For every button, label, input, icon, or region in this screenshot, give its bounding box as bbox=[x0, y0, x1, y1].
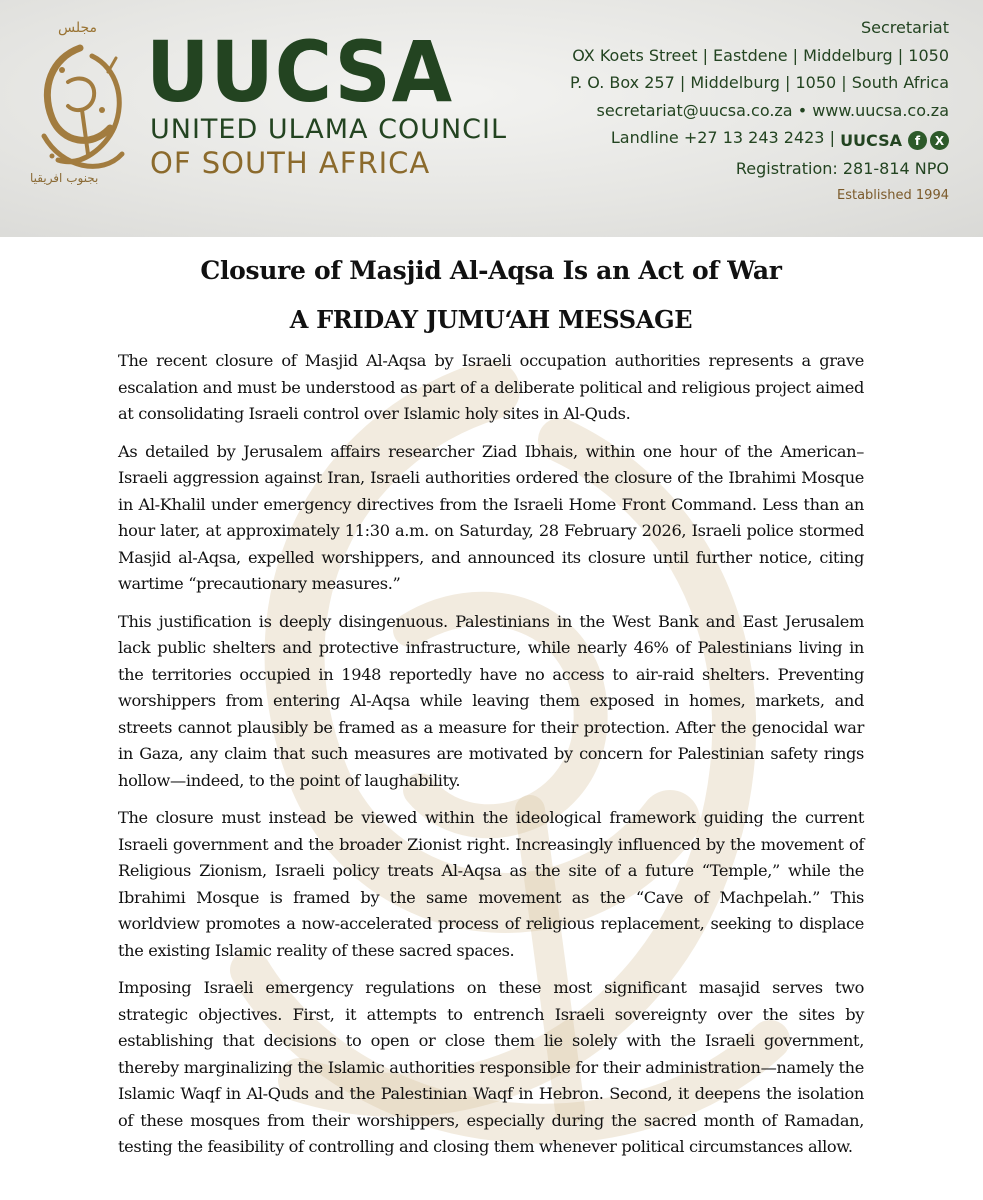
landline: Landline +27 13 243 2423 bbox=[610, 128, 825, 147]
calligraphy-emblem-icon bbox=[22, 18, 140, 196]
contact-block bbox=[570, 14, 949, 208]
paragraph: Imposing Israeli emergency regulations on these most significant masajid serves two strategic objectives. First, it attempts to entrench Israeli sovereignty over the sites by establishing that decisions to open or close them lie solely with the Israeli government, thereby marginalizing the Islamic authorities responsible for their administration—namely the Islamic Waqf in Al-Quds and the Palestinian Waqf in Hebron. Second, it deepens the isolation of these mosques from their worshippers, especially during the sacred month of Ramadan, testing the feasibility of controlling and closing them whenever political circumstances allow. bbox=[118, 978, 864, 1156]
separator: | bbox=[829, 128, 835, 147]
registration: Registration: 281-814 NPO bbox=[735, 158, 949, 178]
logo-arabic-top: مجلس bbox=[58, 20, 98, 36]
facebook-icon[interactable]: f bbox=[908, 131, 927, 150]
organisation-name-line1: UNITED ULAMA COUNCIL bbox=[150, 114, 508, 145]
letterhead bbox=[0, 0, 983, 237]
paragraph: The recent closure of Masjid Al-Aqsa by Israeli occupation authorities represents a grave escalation and must be understood as part of a deliberate political and religious project aimed at consolidating Israeli control over Islamic holy sites in Al-Quds. bbox=[118, 351, 864, 423]
paragraph: This justification is deeply disingenuous. Palestinians in the West Bank and East Jerusalem lack public shelters and protective infrastructure, while nearly 46% of Palestinians living in the territories occupied in 1948 reportedly have no access to air-raid shelters. Preventing worshippers from entering Al-Aqsa while leaving them exposed in homes, markets, and streets cannot plausibly be framed as a measure for their protection. After the genocidal war in Gaza, any claim that such measures are motivated by concern for Palestinian safety rings hollow—indeed, to the point of laughability. bbox=[118, 611, 864, 790]
document-subtitle: A FRIDAY JUMU‘AH MESSAGE bbox=[289, 305, 693, 334]
document-body bbox=[118, 248, 864, 1172]
document-title: Closure of Masjid Al-Aqsa Is an Act of War bbox=[200, 256, 782, 285]
landline-row bbox=[570, 124, 949, 155]
postal-address: P. O. Box 257 | Middelburg | 1050 | South Africa bbox=[569, 73, 949, 92]
email-website[interactable]: secretariat@uucsa.co.za • www.uucsa.co.za bbox=[596, 100, 949, 120]
social-links bbox=[840, 127, 949, 155]
logo-arabic-bottom: بجنوب افريقيا bbox=[30, 171, 99, 185]
office-label: Secretariat bbox=[860, 18, 949, 37]
street-address: OX Koets Street | Eastdene | Middelburg | 1050 bbox=[572, 45, 949, 65]
paragraph: The closure must instead be viewed within the ideological framework guiding the current Israeli government and the broader Zionist right. Increasingly influenced by the movement of Religious Zionism, Israeli policy treats Al-Aqsa as the site of a future “Temple,” while the Ibrahimi Mosque is framed by the same movement as the “Cave of Machpelah.” This worldview promotes a now-accelerated process of religious replacement, seeking to displace the existing Islamic reality of these sacred spaces. bbox=[118, 808, 864, 960]
social-handle: UUCSA bbox=[840, 131, 902, 150]
established: Established 1994 bbox=[836, 188, 949, 203]
organisation-name-line2: OF SOUTH AFRICA bbox=[150, 146, 431, 180]
brand-wordmark: UUCSA bbox=[146, 23, 454, 121]
paragraph: As detailed by Jerusalem affairs researcher Ziad Ibhais, within one hour of the American–Israeli aggression against Iran, Israeli authorities ordered the closure of the Ibrahimi Mosque in Al-Khalil under emergency directives from the Israeli Home Front Command. Less than an hour later, at approximately 11:30 a.m. on Saturday, 28 February 2026, Israeli police stormed Masjid al-Aqsa, expelled worshippers, and announced its closure until further notice, citing wartime “precautionary measures.” bbox=[118, 441, 864, 593]
x-icon[interactable]: X bbox=[930, 131, 949, 150]
